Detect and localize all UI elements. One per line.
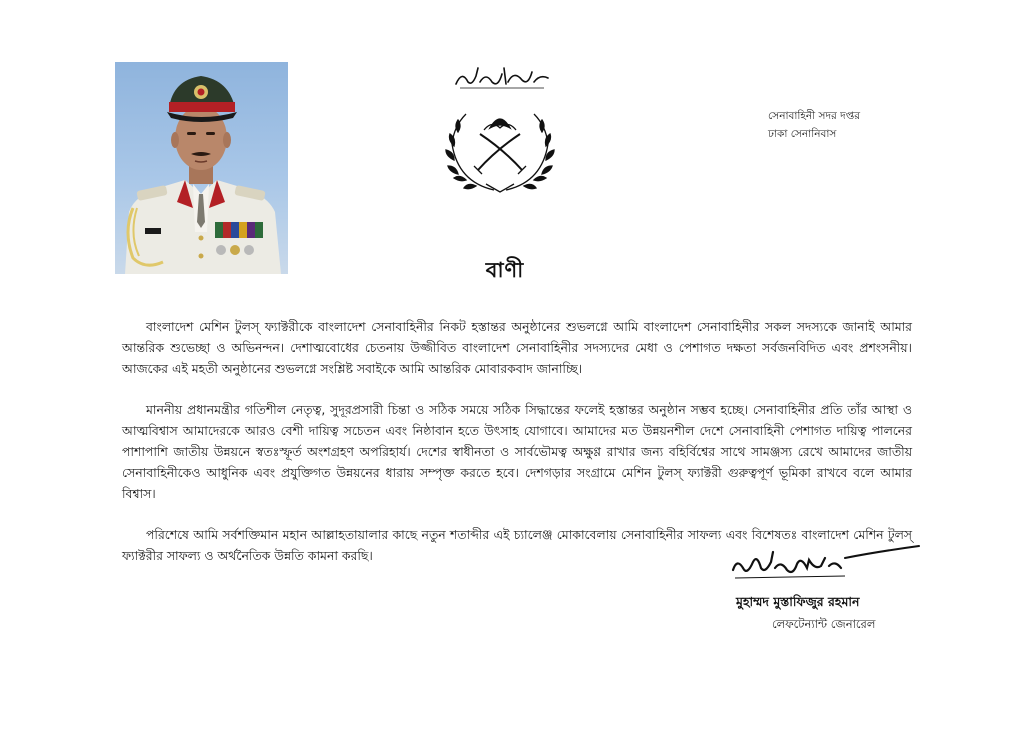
- hq-line-2: ঢাকা সেনানিবাস: [768, 128, 837, 140]
- paragraph-1: বাংলাদেশ মেশিন টুলস্ ফ্যাক্টরীকে বাংলাদেশ সেনাবাহিনীর নিকট হস্তান্তর অনুষ্ঠানের শুভলগ্নে আমি বাংলাদেশ সেনাবাহিনীর সকল সদস্যকে জানাই আমার আন্তরিক শুভেচ্ছা ও অভিনন্দন। দেশাত্মবোধের চেতনায় উজ্জীবিত বাংলাদেশ সেনাবাহিনীর সদস্যদের মেধা ও পেশাগত দক্ষতা সর্বজনবিদিত এবং প্রশংসনীয়। আজকের এই মহতী অনুষ্ঠানের শুভলগ্নে সংশ্লিষ্ট সবাইকে আমি আন্তরিক মোবারকবাদ জানাচ্ছি।: [122, 319, 912, 376]
- portrait-photo: [115, 62, 288, 274]
- army-emblem: [444, 104, 556, 196]
- handwritten-signature: [725, 540, 925, 588]
- portrait-illustration: [115, 62, 288, 274]
- paragraph-3: পরিশেষে আমি সর্বশক্তিমান মহান আল্লাহতায়ালার কাছে নতুন শতাব্দীর এই চ্যালেঞ্জ মোকাবেলায় সেনাবাহিনীর সাফল্য এবং বিশেষতঃ বাংলাদেশ মেশিন টুলস্ ফ্যাক্টরীর সাফল্য ও অর্থনৈতিক উন্নতি কামনা করছি।: [122, 527, 912, 563]
- message-heading: বাণী: [485, 258, 525, 282]
- signer-rank: লেফটেন্যান্ট জেনারেল: [772, 617, 876, 631]
- signer-name: মুহাম্মদ মুস্তাফিজুর রহমান: [736, 594, 860, 609]
- paragraph-2: মাননীয় প্রধানমন্ত্রীর গতিশীল নেতৃত্ব, সুদূরপ্রসারী চিন্তা ও সঠিক সময়ে সঠিক সিদ্ধান্তের ফলেই হস্তান্তর অনুষ্ঠান সম্ভব হচ্ছে। সেনাবাহিনীর প্রতি তাঁর আস্থা ও আত্মবিশ্বাস আমাদেরকে আরও বেশী দায়িত্ব সচেতন এবং নিষ্ঠাবান হতে উৎসাহ যোগাবে। আমাদের মত উন্নয়নশীল দেশে সেনাবাহিনী পেশাগত দায়িত্ব পালনের পাশাপাশি জাতীয় উন্নয়নে স্বতঃস্ফূর্ত অংশগ্রহণ অপরিহার্য। দেশের স্বাধীনতা ও সার্বভৌমত্ব অক্ষুণ্ণ রাখার জন্য বহির্বিশ্বের সাথে সামঞ্জস্য রেখে আমাদের জাতীয় সেনাবাহিনীকেও আধুনিক এবং প্রযুক্তিগত উন্নয়নের ধারায় সম্পৃক্ত করতে হবে। দেশগড়ার সংগ্রামে মেশিন টুলস্ ফ্যাক্টরী গুরুত্বপূর্ণ ভূমিকা রাখবে বলে আমার বিশ্বাস।: [122, 402, 912, 501]
- hq-address: [768, 107, 860, 143]
- hq-line-1: সেনাবাহিনী সদর দপ্তর: [768, 110, 861, 122]
- bismillah-calligraphy: [452, 64, 552, 90]
